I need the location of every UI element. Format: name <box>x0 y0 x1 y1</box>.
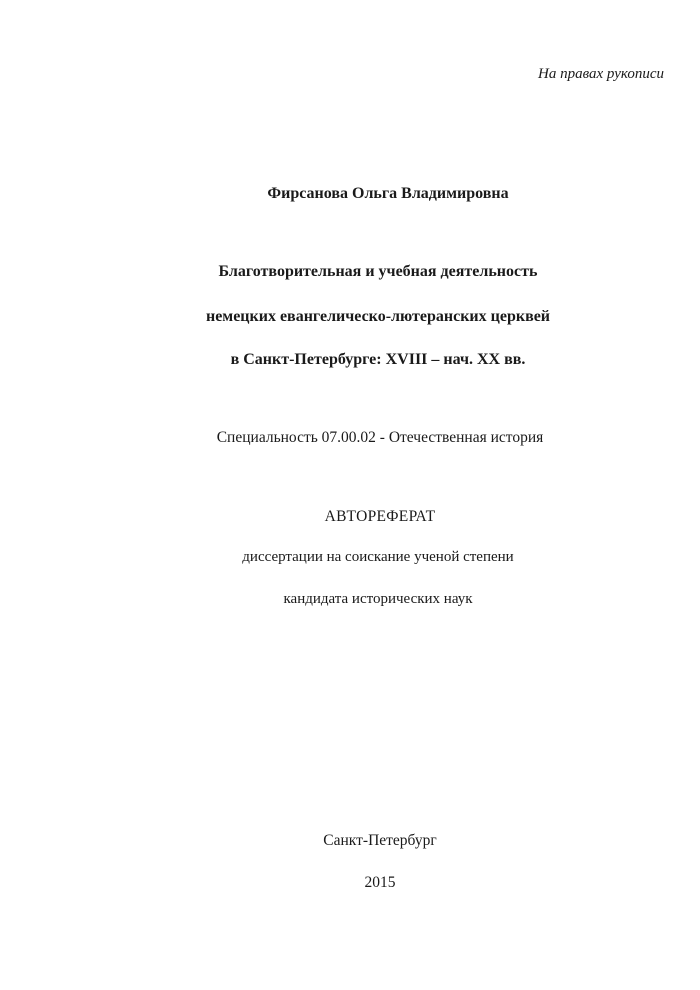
year: 2015 <box>364 874 396 891</box>
title-line-2: немецких евангелическо-лютеранских церквей <box>205 308 551 325</box>
degree-line-2: кандидата исторических наук <box>283 591 473 607</box>
title-line-1: Благотворительная и учебная деятельность <box>218 263 538 280</box>
specialty-line: Специальность 07.00.02 - Отечественная история <box>216 429 544 446</box>
title-line-3: в Санкт-Петербурге: XVIII – нач. XX вв. <box>230 351 526 368</box>
author-name: Фирсанова Ольга Владимировна <box>267 185 509 202</box>
degree-line-1: диссертации на соискание ученой степени <box>242 549 514 565</box>
city: Санкт-Петербург <box>323 832 437 849</box>
document-type-heading: АВТОРЕФЕРАТ <box>324 508 436 525</box>
rights-note: На правах рукописи <box>538 66 664 82</box>
